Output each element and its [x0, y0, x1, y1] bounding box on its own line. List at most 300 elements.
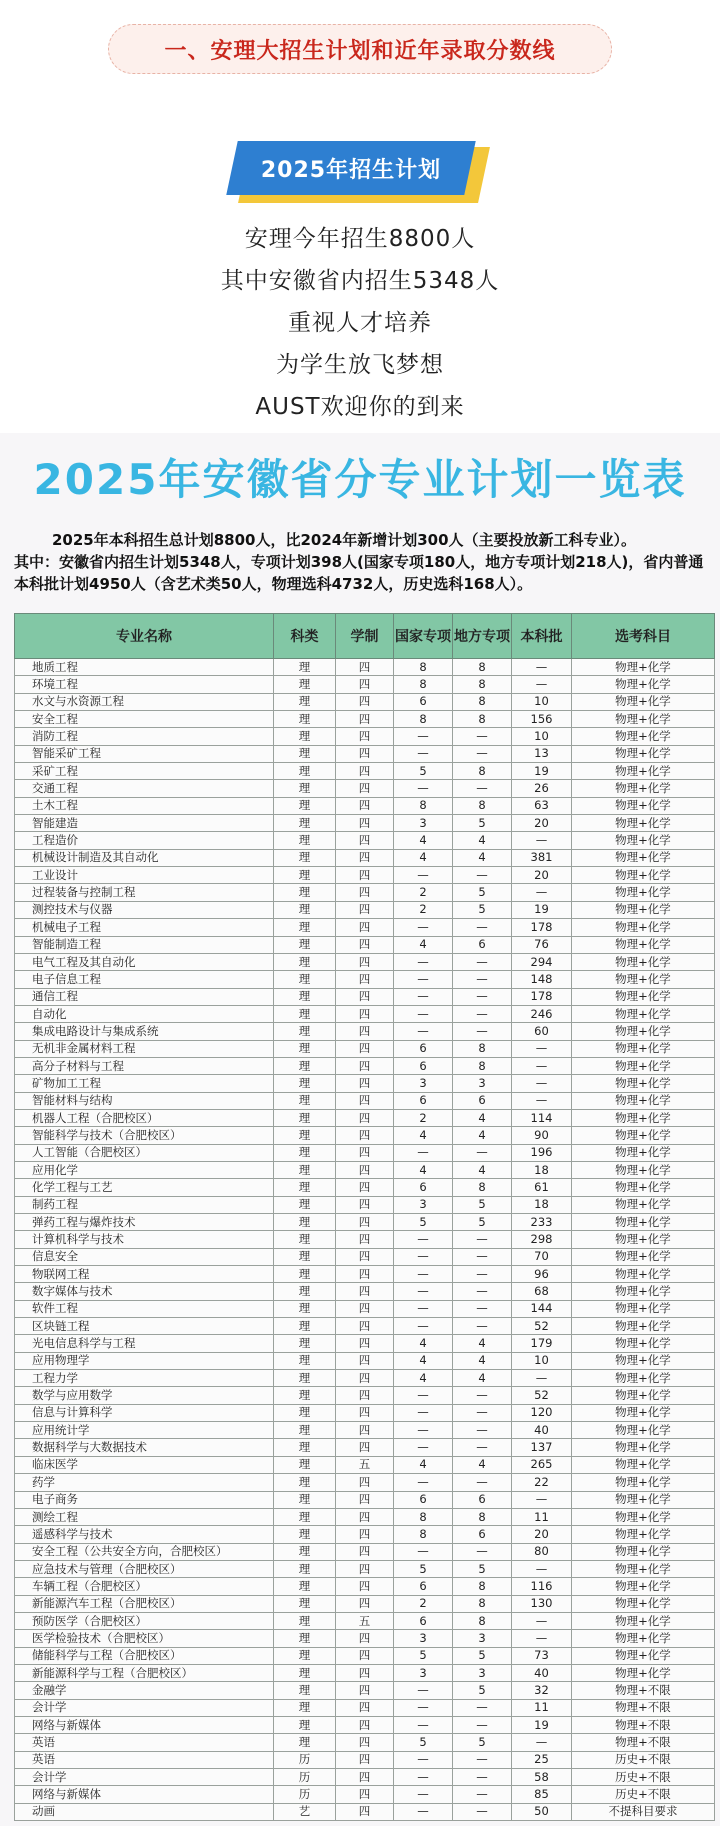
- cell-local-special: 4: [453, 1456, 512, 1473]
- cell-category: 理: [274, 1248, 336, 1265]
- cell-major: 智能制造工程: [15, 936, 274, 953]
- cell-local-special: 8: [453, 693, 512, 710]
- cell-national-special: 6: [394, 1578, 453, 1595]
- cell-subjects: 物理+化学: [572, 711, 715, 728]
- cell-major: 医学检验技术（合肥校区）: [15, 1630, 274, 1647]
- cell-subjects: 物理+化学: [572, 1560, 715, 1577]
- table-row: [15, 867, 715, 884]
- cell-local-special: —: [453, 745, 512, 762]
- cell-undergraduate: 265: [512, 1456, 572, 1473]
- cell-category: 理: [274, 676, 336, 693]
- cell-national-special: —: [394, 1144, 453, 1161]
- cell-major: 电子信息工程: [15, 971, 274, 988]
- cell-category: 理: [274, 1595, 336, 1612]
- cell-duration: 四: [336, 1734, 394, 1751]
- header-duration: 学制: [336, 614, 394, 659]
- cell-major: 工程造价: [15, 832, 274, 849]
- cell-national-special: 2: [394, 1109, 453, 1126]
- table-row: [15, 1179, 715, 1196]
- cell-major: 土木工程: [15, 797, 274, 814]
- cell-local-special: —: [453, 1005, 512, 1022]
- table-row: [15, 832, 715, 849]
- cell-undergraduate: 61: [512, 1179, 572, 1196]
- cell-undergraduate: 10: [512, 693, 572, 710]
- cell-major: 遥感科学与技术: [15, 1526, 274, 1543]
- cell-national-special: 4: [394, 1335, 453, 1352]
- cell-national-special: —: [394, 953, 453, 970]
- table-row: [15, 1474, 715, 1491]
- cell-local-special: —: [453, 1769, 512, 1786]
- cell-duration: 四: [336, 1664, 394, 1681]
- cell-local-special: —: [453, 1023, 512, 1040]
- cell-undergraduate: —: [512, 884, 572, 901]
- cell-undergraduate: 73: [512, 1647, 572, 1664]
- cell-category: 理: [274, 1300, 336, 1317]
- cell-category: 理: [274, 936, 336, 953]
- table-row: [15, 1803, 715, 1820]
- cell-duration: 四: [336, 1092, 394, 1109]
- cell-category: 理: [274, 971, 336, 988]
- cell-subjects: 物理+化学: [572, 936, 715, 953]
- table-row: [15, 676, 715, 693]
- cell-duration: 四: [336, 1005, 394, 1022]
- cell-category: 理: [274, 867, 336, 884]
- table-row: [15, 763, 715, 780]
- table-row: [15, 1769, 715, 1786]
- cell-category: 理: [274, 884, 336, 901]
- cell-major: 水文与水资源工程: [15, 693, 274, 710]
- cell-duration: 四: [336, 849, 394, 866]
- cell-category: 理: [274, 745, 336, 762]
- cell-major: 药学: [15, 1474, 274, 1491]
- cell-duration: 四: [336, 745, 394, 762]
- cell-duration: 五: [336, 1612, 394, 1629]
- cell-undergraduate: —: [512, 1040, 572, 1057]
- cell-undergraduate: 120: [512, 1404, 572, 1421]
- cell-category: 理: [274, 919, 336, 936]
- cell-subjects: 物理+化学: [572, 1127, 715, 1144]
- cell-duration: 四: [336, 867, 394, 884]
- cell-local-special: 5: [453, 1196, 512, 1213]
- cell-subjects: 物理+化学: [572, 676, 715, 693]
- cell-undergraduate: 68: [512, 1283, 572, 1300]
- cell-national-special: —: [394, 1231, 453, 1248]
- cell-subjects: 物理+化学: [572, 1387, 715, 1404]
- cell-subjects: 物理+化学: [572, 1144, 715, 1161]
- header-national-special: 国家专项: [394, 614, 453, 659]
- cell-subjects: 物理+不限: [572, 1716, 715, 1733]
- table-row: [15, 1370, 715, 1387]
- cell-national-special: 4: [394, 849, 453, 866]
- cell-major: 地质工程: [15, 659, 274, 676]
- cell-local-special: 6: [453, 1092, 512, 1109]
- cell-subjects: 物理+化学: [572, 1335, 715, 1352]
- table-row: [15, 971, 715, 988]
- cell-category: 历: [274, 1769, 336, 1786]
- intro-line: 重视人才培养: [288, 310, 432, 336]
- cell-duration: 四: [336, 1578, 394, 1595]
- cell-undergraduate: 22: [512, 1474, 572, 1491]
- cell-national-special: —: [394, 780, 453, 797]
- cell-subjects: 不提科目要求: [572, 1803, 715, 1820]
- description-paragraph: 其中：安徽省内招生计划5348人，专项计划398人(国家专项180人，地方专项计划218人)，省内普通本科批计划4950人（含艺术类50人，物理选科4732人，历史选科168人）。: [14, 553, 704, 593]
- cell-major: 无机非金属材料工程: [15, 1040, 274, 1057]
- sheet-title: 2025年安徽省分专业计划一览表: [33, 455, 687, 504]
- cell-undergraduate: 130: [512, 1595, 572, 1612]
- cell-local-special: —: [453, 1144, 512, 1161]
- cell-major: 网络与新媒体: [15, 1786, 274, 1803]
- cell-duration: 四: [336, 1422, 394, 1439]
- cell-national-special: —: [394, 1387, 453, 1404]
- cell-category: 理: [274, 1335, 336, 1352]
- cell-local-special: 4: [453, 1109, 512, 1126]
- table-row: [15, 1231, 715, 1248]
- cell-subjects: 历史+不限: [572, 1786, 715, 1803]
- cell-major: 安全工程（公共安全方向，合肥校区）: [15, 1543, 274, 1560]
- cell-national-special: 6: [394, 693, 453, 710]
- cell-major: 信息安全: [15, 1248, 274, 1265]
- cell-major: 安全工程: [15, 711, 274, 728]
- cell-national-special: —: [394, 1439, 453, 1456]
- cell-undergraduate: 50: [512, 1803, 572, 1820]
- cell-subjects: 物理+化学: [572, 693, 715, 710]
- cell-duration: 四: [336, 1560, 394, 1577]
- cell-major: 测控技术与仪器: [15, 901, 274, 918]
- cell-major: 储能科学与工程（合肥校区）: [15, 1647, 274, 1664]
- cell-undergraduate: 19: [512, 763, 572, 780]
- cell-undergraduate: 19: [512, 1716, 572, 1733]
- cell-major: 智能材料与结构: [15, 1092, 274, 1109]
- cell-category: 历: [274, 1751, 336, 1768]
- cell-major: 应用统计学: [15, 1422, 274, 1439]
- cell-major: 区块链工程: [15, 1318, 274, 1335]
- table-row: [15, 1786, 715, 1803]
- table-row: [15, 1699, 715, 1716]
- header-category: 科类: [274, 614, 336, 659]
- cell-subjects: 物理+化学: [572, 763, 715, 780]
- cell-major: 会计学: [15, 1699, 274, 1716]
- cell-local-special: 4: [453, 1161, 512, 1178]
- cell-major: 智能科学与技术（合肥校区）: [15, 1127, 274, 1144]
- table-row: [15, 849, 715, 866]
- cell-category: 理: [274, 1075, 336, 1092]
- cell-major: 预防医学（合肥校区）: [15, 1612, 274, 1629]
- cell-local-special: —: [453, 1231, 512, 1248]
- cell-subjects: 物理+化学: [572, 1196, 715, 1213]
- table-row: [15, 1109, 715, 1126]
- cell-local-special: 8: [453, 797, 512, 814]
- cell-local-special: 8: [453, 1057, 512, 1074]
- table-row: [15, 1560, 715, 1577]
- cell-major: 高分子材料与工程: [15, 1057, 274, 1074]
- cell-category: 理: [274, 728, 336, 745]
- cell-duration: 四: [336, 797, 394, 814]
- table-row: [15, 1075, 715, 1092]
- cell-local-special: 5: [453, 884, 512, 901]
- cell-duration: 四: [336, 1508, 394, 1525]
- cell-major: 数据科学与大数据技术: [15, 1439, 274, 1456]
- cell-major: 计算机科学与技术: [15, 1231, 274, 1248]
- cell-national-special: —: [394, 1023, 453, 1040]
- cell-undergraduate: —: [512, 1057, 572, 1074]
- cell-local-special: 3: [453, 1664, 512, 1681]
- cell-subjects: 物理+化学: [572, 797, 715, 814]
- cell-undergraduate: —: [512, 832, 572, 849]
- cell-local-special: 6: [453, 1526, 512, 1543]
- table-row: [15, 1682, 715, 1699]
- cell-subjects: 物理+化学: [572, 1161, 715, 1178]
- cell-duration: 四: [336, 1595, 394, 1612]
- cell-duration: 四: [336, 1370, 394, 1387]
- cell-duration: 四: [336, 780, 394, 797]
- cell-category: 理: [274, 1283, 336, 1300]
- cell-major: 机械电子工程: [15, 919, 274, 936]
- cell-national-special: 5: [394, 1647, 453, 1664]
- table-row: [15, 1543, 715, 1560]
- table-row: [15, 1526, 715, 1543]
- cell-local-special: —: [453, 1266, 512, 1283]
- cell-national-special: 5: [394, 1560, 453, 1577]
- cell-duration: 四: [336, 1214, 394, 1231]
- cell-duration: 四: [336, 1439, 394, 1456]
- cell-national-special: 4: [394, 1127, 453, 1144]
- cell-duration: 四: [336, 1075, 394, 1092]
- cell-duration: 四: [336, 1023, 394, 1040]
- cell-national-special: —: [394, 1716, 453, 1733]
- cell-major: 应急技术与管理（合肥校区）: [15, 1560, 274, 1577]
- cell-duration: 四: [336, 1127, 394, 1144]
- cell-major: 信息与计算科学: [15, 1404, 274, 1421]
- table-row: [15, 1387, 715, 1404]
- table-header-row: [15, 614, 715, 659]
- cell-major: 智能建造: [15, 815, 274, 832]
- cell-subjects: 物理+化学: [572, 867, 715, 884]
- cell-local-special: —: [453, 1404, 512, 1421]
- cell-undergraduate: 60: [512, 1023, 572, 1040]
- table-row: [15, 1404, 715, 1421]
- cell-local-special: —: [453, 1751, 512, 1768]
- cell-undergraduate: 40: [512, 1422, 572, 1439]
- cell-undergraduate: 58: [512, 1769, 572, 1786]
- table-row: [15, 1214, 715, 1231]
- cell-subjects: 历史+不限: [572, 1769, 715, 1786]
- cell-category: 理: [274, 1387, 336, 1404]
- cell-undergraduate: —: [512, 659, 572, 676]
- intro-line: AUST欢迎你的到来: [255, 394, 465, 420]
- table-row: [15, 711, 715, 728]
- cell-major: 人工智能（合肥校区）: [15, 1144, 274, 1161]
- cell-major: 金融学: [15, 1682, 274, 1699]
- cell-national-special: —: [394, 1005, 453, 1022]
- cell-duration: 四: [336, 1248, 394, 1265]
- cell-national-special: —: [394, 745, 453, 762]
- cell-category: 理: [274, 711, 336, 728]
- cell-subjects: 物理+化学: [572, 659, 715, 676]
- cell-duration: 四: [336, 1682, 394, 1699]
- cell-national-special: 8: [394, 659, 453, 676]
- cell-undergraduate: 20: [512, 1526, 572, 1543]
- cell-undergraduate: 19: [512, 901, 572, 918]
- cell-duration: 四: [336, 1283, 394, 1300]
- cell-duration: 四: [336, 953, 394, 970]
- cell-national-special: 3: [394, 1664, 453, 1681]
- cell-local-special: 5: [453, 1734, 512, 1751]
- cell-subjects: 物理+化学: [572, 988, 715, 1005]
- plan-year-tag: [232, 141, 484, 203]
- cell-local-special: 8: [453, 711, 512, 728]
- cell-undergraduate: 11: [512, 1508, 572, 1525]
- cell-local-special: 8: [453, 1578, 512, 1595]
- cell-local-special: 4: [453, 1370, 512, 1387]
- cell-category: 理: [274, 849, 336, 866]
- cell-undergraduate: 156: [512, 711, 572, 728]
- table-row: [15, 1266, 715, 1283]
- cell-category: 理: [274, 832, 336, 849]
- cell-duration: 四: [336, 1300, 394, 1317]
- table-row: [15, 1491, 715, 1508]
- cell-undergraduate: 18: [512, 1196, 572, 1213]
- cell-category: 理: [274, 1109, 336, 1126]
- cell-national-special: —: [394, 1404, 453, 1421]
- table-row: [15, 1439, 715, 1456]
- cell-duration: 四: [336, 676, 394, 693]
- cell-local-special: 4: [453, 1352, 512, 1369]
- cell-undergraduate: 85: [512, 1786, 572, 1803]
- cell-undergraduate: 137: [512, 1439, 572, 1456]
- cell-subjects: 物理+化学: [572, 884, 715, 901]
- cell-major: 新能源汽车工程（合肥校区）: [15, 1595, 274, 1612]
- table-row: [15, 1456, 715, 1473]
- cell-undergraduate: 13: [512, 745, 572, 762]
- cell-local-special: 8: [453, 676, 512, 693]
- cell-duration: 四: [336, 1751, 394, 1768]
- cell-duration: 四: [336, 815, 394, 832]
- table-row: [15, 1595, 715, 1612]
- cell-category: 理: [274, 1699, 336, 1716]
- cell-duration: 四: [336, 1526, 394, 1543]
- cell-undergraduate: —: [512, 1612, 572, 1629]
- cell-subjects: 物理+不限: [572, 1734, 715, 1751]
- cell-local-special: 4: [453, 1127, 512, 1144]
- table-row: [15, 1612, 715, 1629]
- cell-undergraduate: 70: [512, 1248, 572, 1265]
- section-banner: [108, 24, 612, 74]
- cell-category: 理: [274, 1716, 336, 1733]
- cell-national-special: 4: [394, 1352, 453, 1369]
- cell-undergraduate: 26: [512, 780, 572, 797]
- cell-major: 会计学: [15, 1769, 274, 1786]
- cell-subjects: 物理+不限: [572, 1699, 715, 1716]
- cell-duration: 四: [336, 901, 394, 918]
- cell-category: 理: [274, 1057, 336, 1074]
- cell-category: 理: [274, 1092, 336, 1109]
- cell-national-special: —: [394, 728, 453, 745]
- cell-national-special: —: [394, 1283, 453, 1300]
- cell-duration: 四: [336, 1231, 394, 1248]
- cell-major: 采矿工程: [15, 763, 274, 780]
- cell-undergraduate: 20: [512, 867, 572, 884]
- table-row: [15, 659, 715, 676]
- cell-subjects: 物理+化学: [572, 1370, 715, 1387]
- cell-national-special: —: [394, 1682, 453, 1699]
- cell-category: 理: [274, 1352, 336, 1369]
- cell-local-special: 6: [453, 936, 512, 953]
- intro-line: 安理今年招生8800人: [244, 226, 476, 252]
- table-row: [15, 1127, 715, 1144]
- cell-duration: 四: [336, 1161, 394, 1178]
- cell-duration: 四: [336, 693, 394, 710]
- cell-national-special: 6: [394, 1612, 453, 1629]
- cell-local-special: 4: [453, 1335, 512, 1352]
- cell-major: 矿物加工工程: [15, 1075, 274, 1092]
- table-row: [15, 1751, 715, 1768]
- cell-local-special: —: [453, 728, 512, 745]
- cell-local-special: 6: [453, 1491, 512, 1508]
- cell-subjects: 物理+化学: [572, 1404, 715, 1421]
- cell-major: 集成电路设计与集成系统: [15, 1023, 274, 1040]
- cell-local-special: 8: [453, 1612, 512, 1629]
- cell-local-special: —: [453, 1283, 512, 1300]
- cell-local-special: —: [453, 1300, 512, 1317]
- cell-category: 理: [274, 988, 336, 1005]
- cell-local-special: —: [453, 867, 512, 884]
- cell-undergraduate: 32: [512, 1682, 572, 1699]
- cell-undergraduate: 11: [512, 1699, 572, 1716]
- cell-major: 过程装备与控制工程: [15, 884, 274, 901]
- cell-local-special: 8: [453, 1040, 512, 1057]
- cell-local-special: —: [453, 1699, 512, 1716]
- table-row: [15, 1352, 715, 1369]
- cell-national-special: —: [394, 1786, 453, 1803]
- cell-duration: 四: [336, 1786, 394, 1803]
- cell-national-special: —: [394, 1803, 453, 1820]
- cell-subjects: 物理+化学: [572, 1109, 715, 1126]
- cell-category: 理: [274, 1127, 336, 1144]
- cell-category: 理: [274, 1474, 336, 1491]
- cell-duration: 四: [336, 1196, 394, 1213]
- cell-national-special: 2: [394, 901, 453, 918]
- cell-subjects: 物理+化学: [572, 849, 715, 866]
- cell-duration: 四: [336, 763, 394, 780]
- cell-subjects: 物理+化学: [572, 1179, 715, 1196]
- cell-category: 理: [274, 1508, 336, 1525]
- cell-local-special: 3: [453, 1075, 512, 1092]
- cell-major: 自动化: [15, 1005, 274, 1022]
- cell-undergraduate: 114: [512, 1109, 572, 1126]
- cell-duration: 四: [336, 971, 394, 988]
- cell-subjects: 物理+化学: [572, 1526, 715, 1543]
- cell-undergraduate: 63: [512, 797, 572, 814]
- cell-category: 理: [274, 1023, 336, 1040]
- cell-subjects: 物理+化学: [572, 1283, 715, 1300]
- header-subjects: 选考科目: [572, 614, 715, 659]
- table-row: [15, 815, 715, 832]
- cell-national-special: 8: [394, 797, 453, 814]
- cell-local-special: —: [453, 1803, 512, 1820]
- cell-national-special: —: [394, 988, 453, 1005]
- cell-local-special: 8: [453, 1595, 512, 1612]
- cell-local-special: 5: [453, 1647, 512, 1664]
- cell-local-special: 5: [453, 1682, 512, 1699]
- table-row: [15, 745, 715, 762]
- cell-category: 理: [274, 815, 336, 832]
- cell-duration: 四: [336, 1266, 394, 1283]
- cell-undergraduate: —: [512, 1734, 572, 1751]
- cell-national-special: —: [394, 1699, 453, 1716]
- cell-category: 历: [274, 1786, 336, 1803]
- cell-subjects: 物理+化学: [572, 919, 715, 936]
- cell-local-special: 4: [453, 849, 512, 866]
